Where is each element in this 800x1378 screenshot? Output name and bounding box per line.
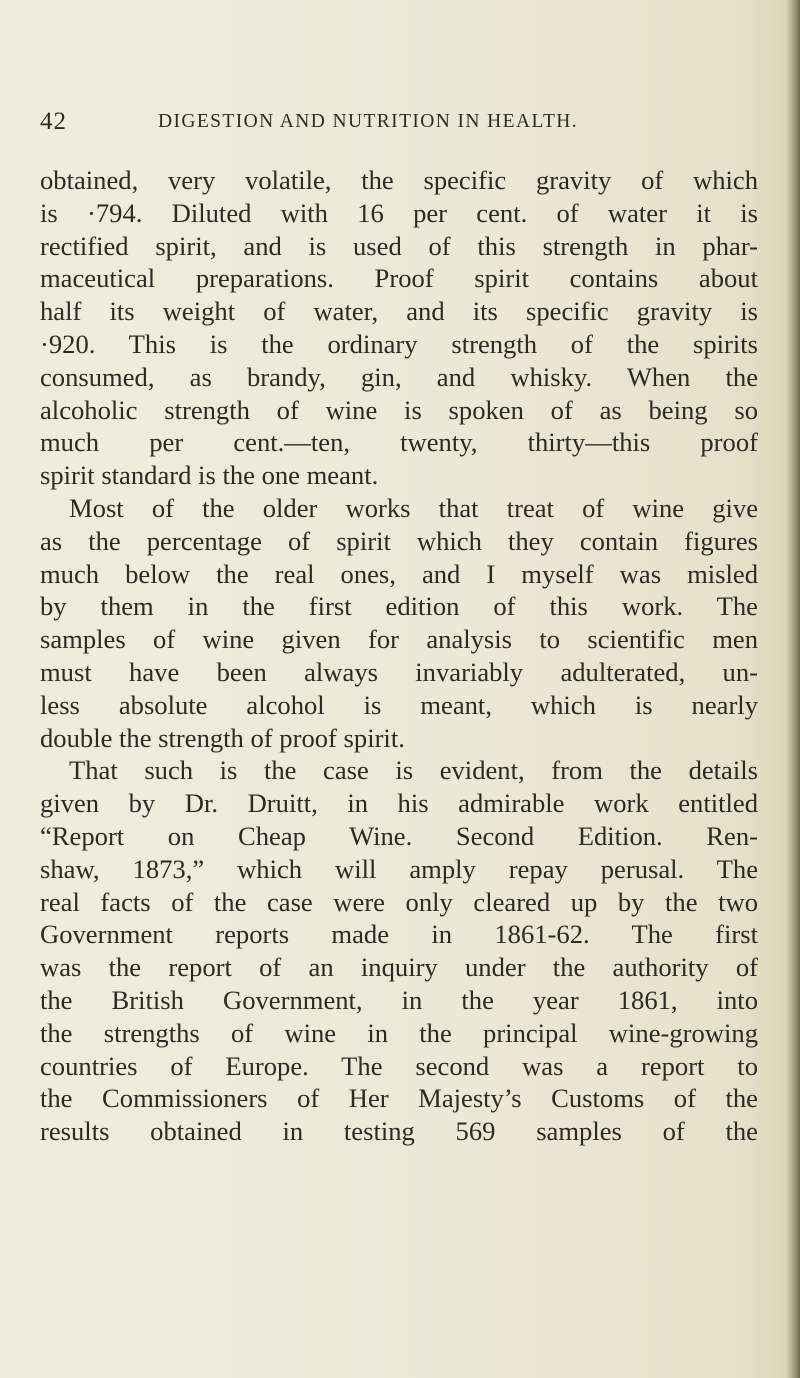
text-line: real facts of the case were only cleared up by the two: [40, 886, 758, 917]
text-line: given by Dr. Druitt, in his admirable work entitled: [40, 788, 758, 819]
text-line: was the report of an inquiry under the authority of: [40, 952, 758, 983]
text-line: That such is the case is evident, from the details: [69, 755, 758, 786]
text-line: Government reports made in 1861-62. The first: [40, 919, 758, 950]
text-line: consumed, as brandy, gin, and whisky. When the: [40, 361, 758, 392]
text-line: less absolute alcohol is meant, which is nearly: [40, 689, 758, 720]
text-line: “Report on Cheap Wine. Second Edition. Ren-: [40, 820, 758, 851]
text-line: the strengths of wine in the principal wine-growing: [40, 1017, 758, 1048]
text-line: is ·794. Diluted with 16 per cent. of water it is: [40, 197, 758, 228]
text-line: half its weight of water, and its specific gravity is: [40, 296, 758, 327]
page-number: 42: [40, 108, 67, 135]
text-line: must have been always invariably adulterated, un-: [40, 656, 758, 687]
text-line: ·920. This is the ordinary strength of the spirits: [40, 328, 758, 359]
text-line: Most of the older works that treat of wine give: [69, 492, 758, 523]
running-head: [40, 104, 740, 140]
text-line: results obtained in testing 569 samples of the: [40, 1116, 758, 1147]
text-line: shaw, 1873,” which will amply repay perusal. The: [40, 853, 758, 884]
text-line: rectified spirit, and is used of this strength in phar-: [40, 230, 758, 261]
text-line: much per cent.—ten, twenty, thirty—this proof: [40, 427, 758, 458]
text-line: samples of wine given for analysis to scientific men: [40, 624, 758, 655]
text-line: countries of Europe. The second was a report to: [40, 1050, 758, 1081]
text-line: obtained, very volatile, the specific gravity of which: [40, 165, 758, 195]
page-edge-shadow: [786, 0, 800, 1378]
text-line: much below the real ones, and I myself was misled: [40, 558, 758, 589]
text-line: by them in the first edition of this work. The: [40, 591, 758, 622]
body-text: [40, 164, 758, 1148]
text-line: spirit standard is the one meant.: [40, 460, 379, 491]
running-title: DIGESTION AND NUTRITION IN HEALTH.: [158, 111, 579, 132]
text-line: as the percentage of spirit which they contain figures: [40, 525, 758, 556]
text-line: maceutical preparations. Proof spirit contains about: [40, 263, 758, 294]
text-line: the British Government, in the year 1861, into: [40, 984, 758, 1015]
text-line: alcoholic strength of wine is spoken of as being so: [40, 394, 758, 425]
text-line: double the strength of proof spirit.: [40, 722, 405, 753]
text-line: the Commissioners of Her Majesty’s Customs of the: [40, 1083, 758, 1114]
